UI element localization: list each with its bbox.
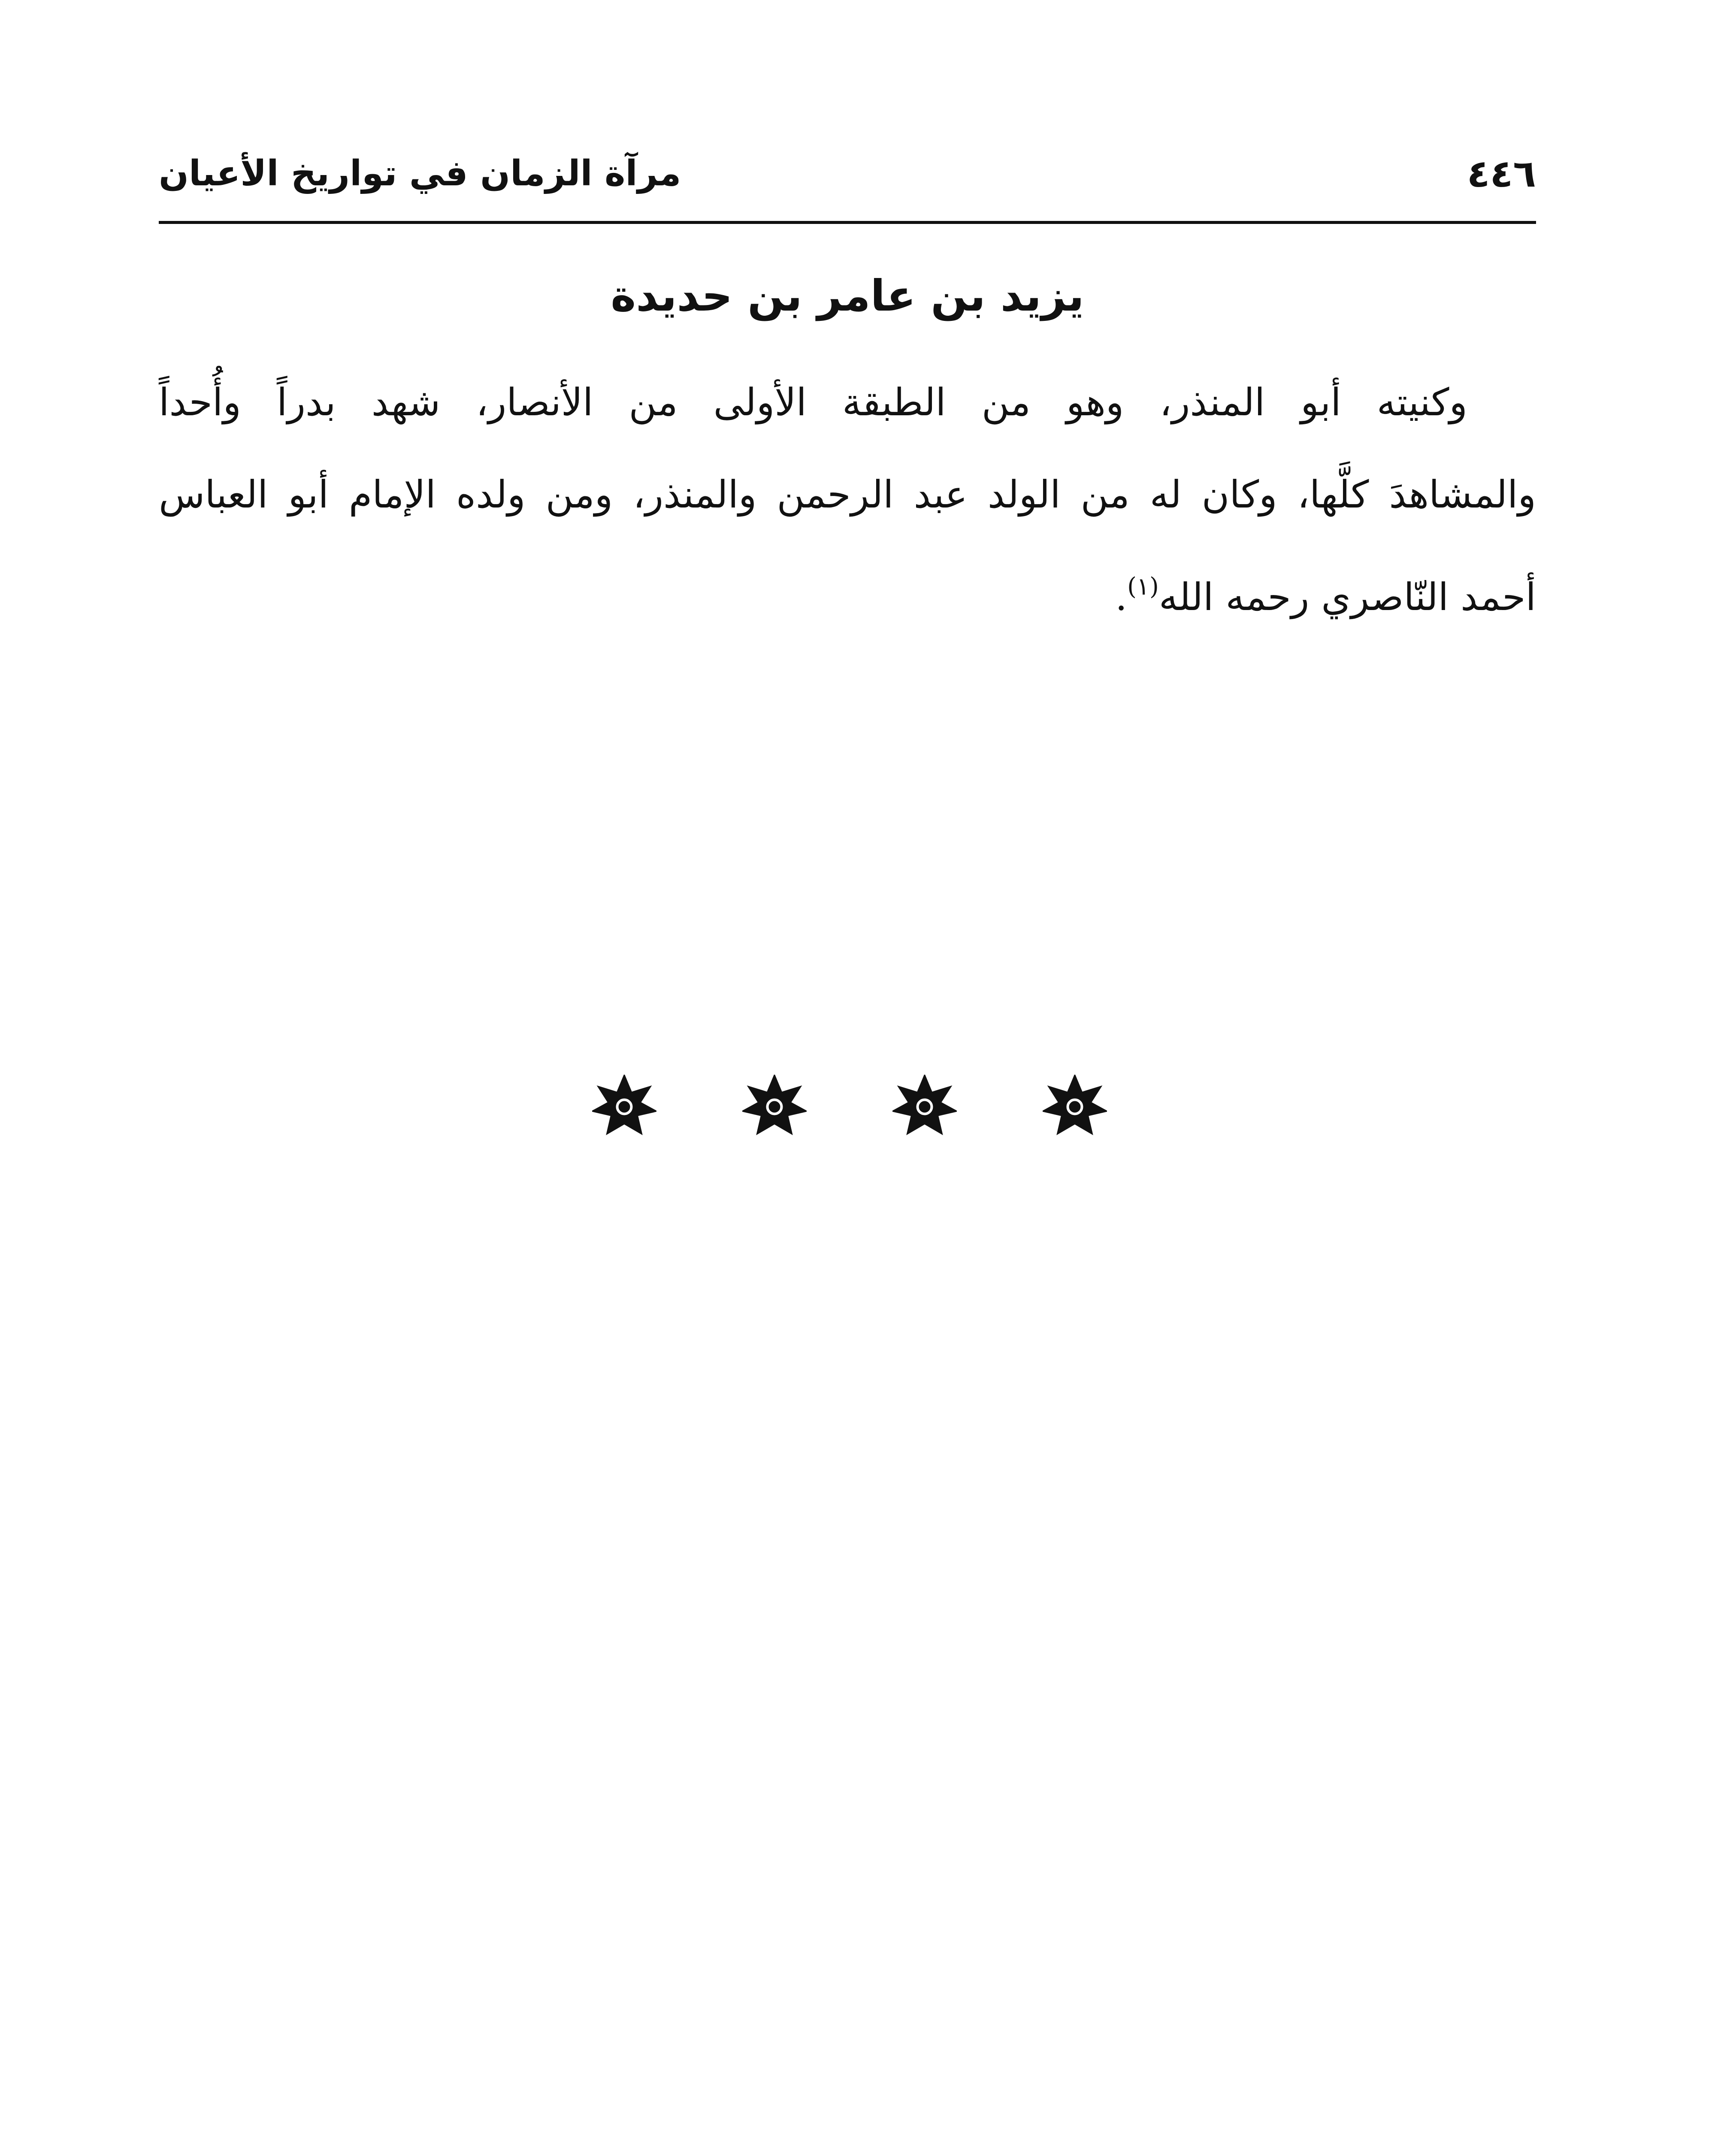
star-flower-ornament-icon [1043,1075,1107,1139]
running-header [159,146,1536,210]
body-line-1: وكنيته أبو المنذر، وهو من الطبقة الأولى من الأنصار، شهد بدراً وأُحداً [159,380,1467,424]
star-flower-ornament-icon [742,1075,807,1139]
body-line-3-text: أحمد النّاصري رحمه الله [1158,575,1536,619]
star-flower-ornament-icon [892,1075,957,1139]
body-line-3 [159,541,1536,643]
entry-body [159,356,1536,643]
book-title: مرآة الزمان في تواريخ الأعيان [159,153,681,194]
body-line-2: والمشاهدَ كلَّها، وكان له من الولد عبد الرحمن والمنذر، ومن ولده الإمام أبو العباس [159,472,1536,517]
entry-title: يزيد بن عامر بن حديدة [611,271,1084,321]
page-number: ٤٤٦ [1467,151,1536,196]
footnote-reference: (١) [1127,573,1159,601]
header-rule [159,221,1536,224]
section-separator [592,1072,1107,1141]
end-punctuation: . [1115,575,1128,619]
star-flower-ornament-icon [592,1075,656,1139]
